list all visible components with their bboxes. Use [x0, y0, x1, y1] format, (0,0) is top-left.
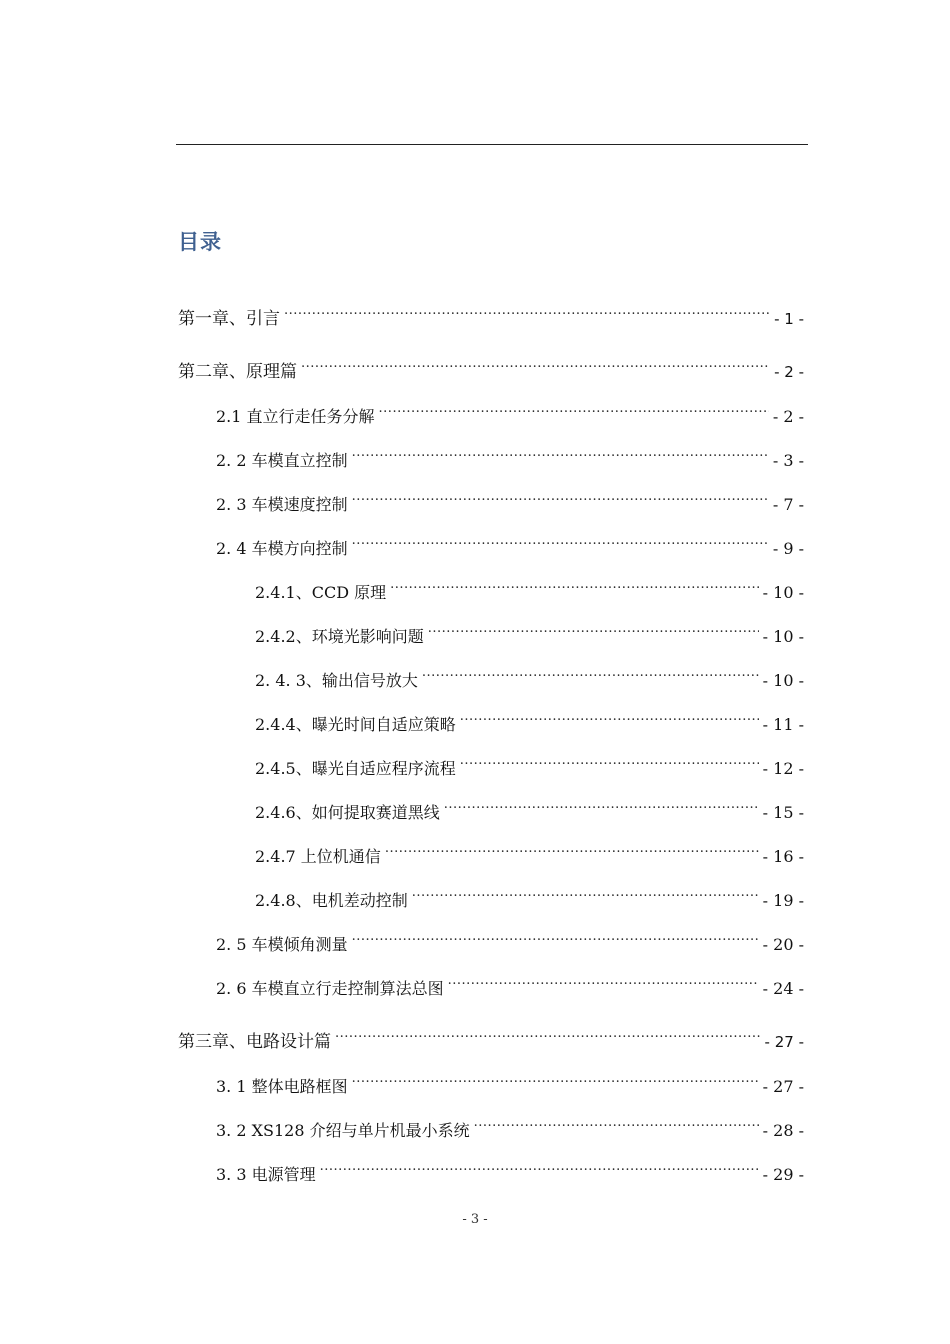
dot-leader [444, 792, 759, 818]
dot-leader [352, 440, 769, 466]
toc-entry-2-4-5[interactable] [255, 748, 804, 778]
dot-leader [320, 1154, 759, 1180]
toc-entry-label: 2. 4. 3、输出信号放大 [255, 671, 418, 690]
header-rule [176, 144, 808, 145]
toc-entry-2-4-7[interactable] [255, 836, 804, 866]
toc-entry-2-1[interactable] [216, 396, 804, 426]
toc-entry-page: - 10 - [762, 583, 804, 602]
toc-entry-label: 2.4.8、电机差动控制 [255, 891, 408, 910]
toc-entry-label: 2. 6 车模直立行走控制算法总图 [216, 979, 444, 998]
toc-entry-label: 2.4.6、如何提取赛道黑线 [255, 803, 440, 822]
toc-entry-3-1[interactable] [216, 1066, 804, 1096]
toc-entry-page: - 10 - [762, 671, 804, 690]
dot-leader [284, 298, 770, 324]
toc-entry-page: - 27 - [762, 1077, 804, 1096]
dot-leader [352, 924, 759, 950]
toc-entry-page: - 11 - [762, 715, 804, 734]
toc-entry-2-4-1[interactable] [255, 572, 804, 602]
toc-entry-chapter-1[interactable] [178, 298, 804, 329]
toc-entry-page: - 7 - [772, 495, 804, 514]
toc-entry-chapter-3[interactable] [178, 1021, 804, 1052]
toc-entry-label: 第三章、电路设计篇 [178, 1032, 331, 1052]
toc-entry-2-4-4[interactable] [255, 704, 804, 734]
toc-entry-3-2[interactable] [216, 1110, 804, 1140]
dot-leader [352, 484, 769, 510]
dot-leader [390, 572, 759, 598]
toc-entry-page: - 19 - [762, 891, 804, 910]
toc-entry-label: 2.4.2、环境光影响问题 [255, 627, 424, 646]
toc-entry-label: 第一章、引言 [178, 309, 280, 329]
toc-entry-label: 2.4.5、曝光自适应程序流程 [255, 759, 456, 778]
toc-entry-2-4-2[interactable] [255, 616, 804, 646]
dot-leader [301, 351, 770, 377]
dot-leader [422, 660, 759, 686]
toc-entry-page: - 12 - [762, 759, 804, 778]
toc-entry-2-4-3[interactable] [255, 660, 804, 690]
toc-entry-label: 第二章、原理篇 [178, 362, 297, 382]
dot-leader [460, 748, 759, 774]
toc-entry-label: 2. 3 车模速度控制 [216, 495, 348, 514]
toc-entry-2-4-6[interactable] [255, 792, 804, 822]
toc-entry-page: - 3 - [772, 451, 804, 470]
dot-leader [412, 880, 759, 906]
toc-entry-2-3[interactable] [216, 484, 804, 514]
toc-entry-label: 2.4.7 上位机通信 [255, 847, 381, 866]
toc-entry-label: 3. 1 整体电路框图 [216, 1077, 348, 1096]
dot-leader [460, 704, 759, 730]
toc-entry-2-2[interactable] [216, 440, 804, 470]
toc-entry-2-4[interactable] [216, 528, 804, 558]
toc-entry-page: - 2 - [774, 363, 804, 381]
dot-leader [335, 1021, 761, 1047]
dot-leader [352, 528, 769, 554]
toc-entry-label: 3. 3 电源管理 [216, 1165, 316, 1184]
toc-entry-page: - 15 - [762, 803, 804, 822]
toc-entry-chapter-2[interactable] [178, 351, 804, 382]
toc-entry-page: - 2 - [772, 407, 804, 426]
toc-entry-2-5[interactable] [216, 924, 804, 954]
toc-entry-page: - 27 - [764, 1033, 804, 1051]
page-number: - 3 - [462, 1212, 488, 1227]
toc-entry-3-3[interactable] [216, 1154, 804, 1184]
toc-entry-page: - 10 - [762, 627, 804, 646]
toc-entry-2-6[interactable] [216, 968, 804, 998]
toc-title: 目录 [178, 230, 222, 254]
toc-entry-label: 2.1 直立行走任务分解 [216, 407, 375, 426]
toc-entry-2-4-8[interactable] [255, 880, 804, 910]
toc-entry-label: 2. 4 车模方向控制 [216, 539, 348, 558]
toc-entry-label: 3. 2 XS128 介绍与单片机最小系统 [216, 1121, 470, 1140]
toc-entry-page: - 28 - [762, 1121, 804, 1140]
dot-leader [385, 836, 759, 862]
toc-entry-page: - 1 - [774, 310, 804, 328]
dot-leader [448, 968, 759, 994]
toc-entry-page: - 29 - [762, 1165, 804, 1184]
toc-entry-page: - 16 - [762, 847, 804, 866]
toc-entry-label: 2. 5 车模倾角测量 [216, 935, 348, 954]
dot-leader [474, 1110, 759, 1136]
dot-leader [352, 1066, 759, 1092]
toc-entry-label: 2.4.1、CCD 原理 [255, 583, 387, 602]
toc-entry-page: - 20 - [762, 935, 804, 954]
dot-leader [428, 616, 759, 642]
dot-leader [379, 396, 769, 422]
toc-entry-page: - 9 - [772, 539, 804, 558]
toc-entry-label: 2.4.4、曝光时间自适应策略 [255, 715, 456, 734]
toc-entry-page: - 24 - [762, 979, 804, 998]
toc-entry-label: 2. 2 车模直立控制 [216, 451, 348, 470]
